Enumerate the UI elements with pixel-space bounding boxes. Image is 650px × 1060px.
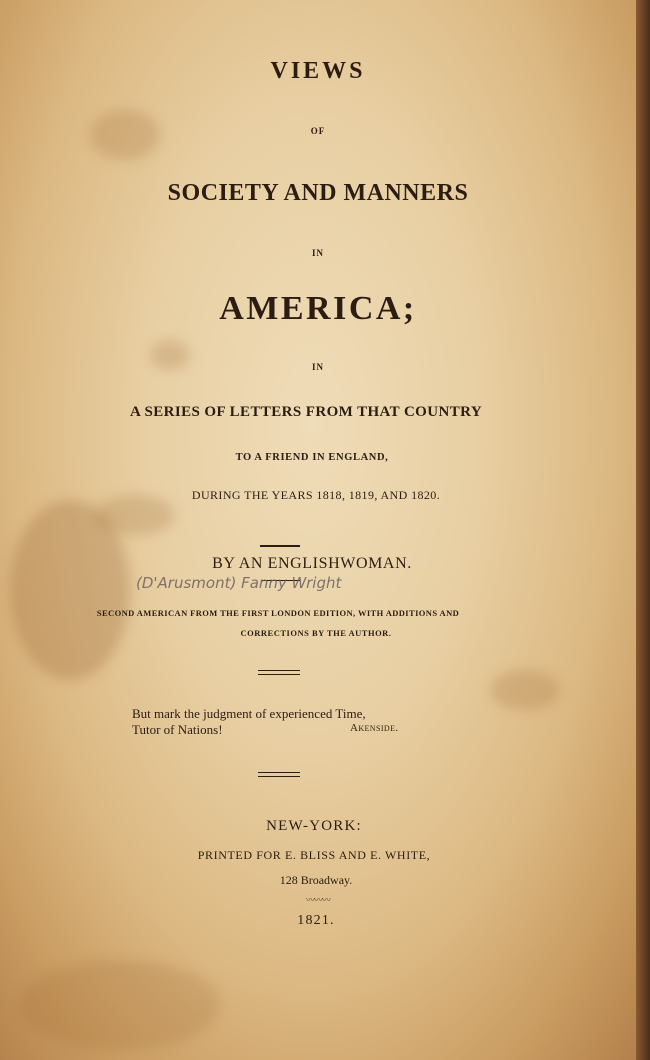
byline: BY AN ENGLISHWOMAN.	[212, 555, 412, 572]
epigraph-line-1: But mark the judgment of experienced Time,	[132, 706, 366, 721]
connector-of: OF	[310, 126, 326, 136]
handwritten-annotation: (D'Arusmont) Fanny Wright	[136, 574, 342, 592]
page-edge	[636, 0, 650, 1060]
short-rule	[260, 545, 300, 547]
wavy-ornament: 〰〰〰	[305, 895, 330, 905]
double-rule	[258, 670, 300, 675]
subtitle-friend-in-england: TO A FRIEND IN ENGLAND,	[235, 452, 389, 463]
imprint-printer: PRINTED FOR E. BLISS AND E. WHITE,	[197, 848, 431, 862]
edition-statement-continued: CORRECTIONS BY THE AUTHOR.	[240, 628, 392, 638]
connector-in: IN	[311, 362, 324, 372]
double-rule	[258, 772, 300, 777]
imprint-city: NEW-YORK:	[266, 818, 362, 834]
subtitle-series-of-letters: A SERIES OF LETTERS FROM THAT COUNTRY	[129, 404, 483, 420]
imprint-year: 1821.	[297, 913, 335, 928]
foxing-stain	[20, 960, 220, 1050]
epigraph-line-2: Tutor of Nations!	[132, 722, 223, 737]
title-views: VIEWS	[270, 58, 366, 84]
title-society-and-manners: SOCIETY AND MANNERS	[167, 180, 469, 206]
connector-in: IN	[311, 248, 324, 258]
epigraph-author: Akenside.	[350, 722, 399, 734]
imprint-address: 128 Broadway.	[279, 873, 353, 887]
title-america: AMERICA;	[219, 290, 417, 327]
subtitle-years: DURING THE YEARS 1818, 1819, AND 1820.	[191, 488, 441, 502]
foxing-stain	[490, 670, 560, 710]
edition-statement: SECOND AMERICAN FROM THE FIRST LONDON EDITION, WITH ADDITIONS AND	[96, 608, 460, 618]
